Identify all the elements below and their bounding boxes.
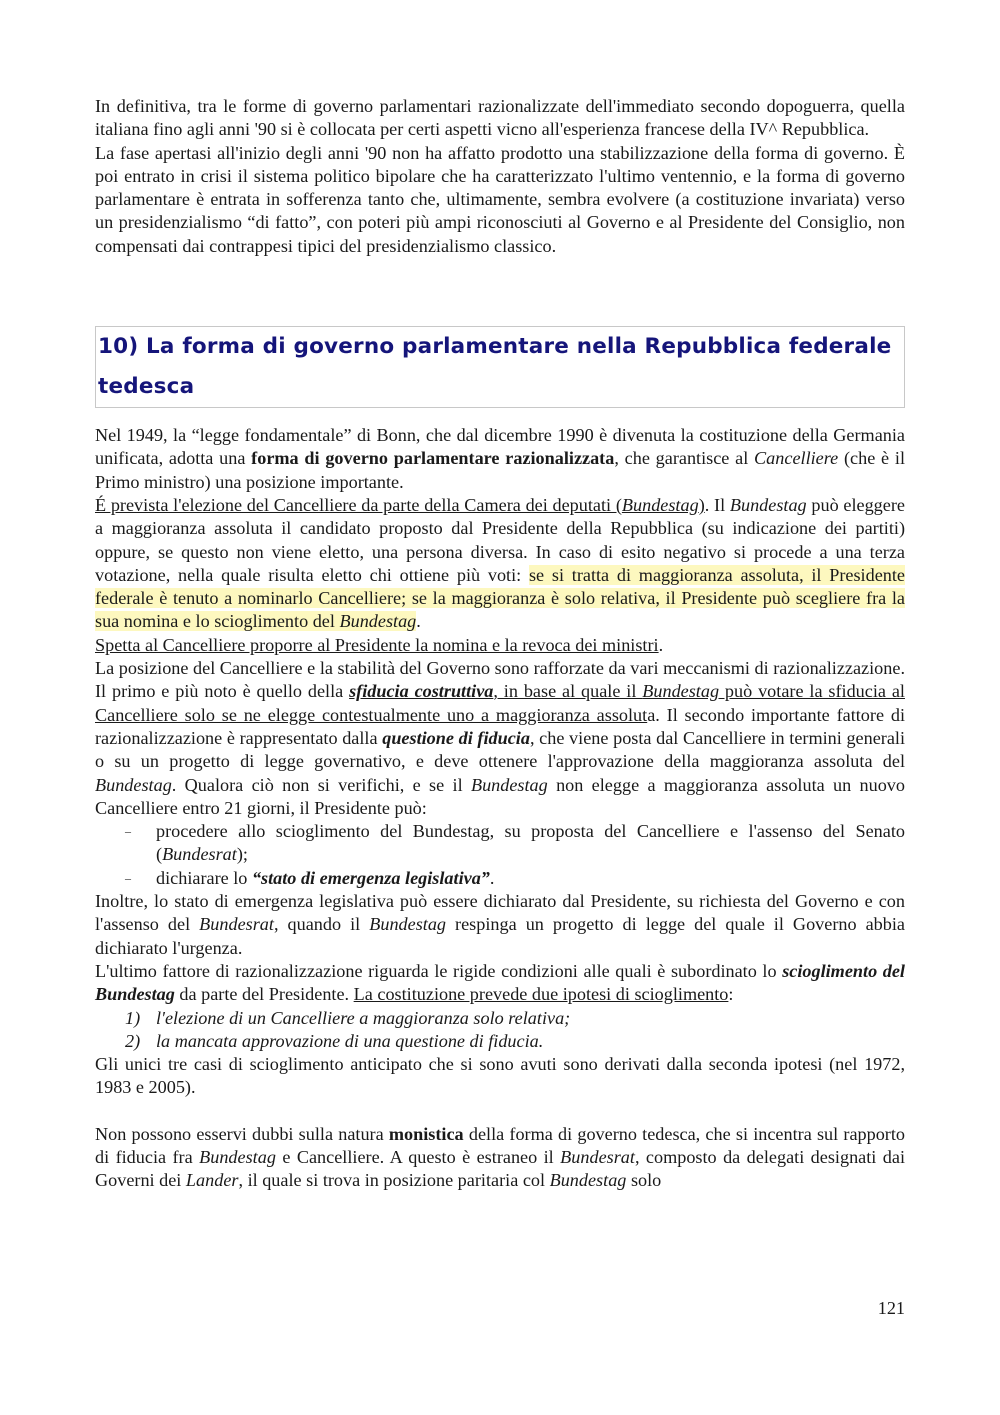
- dash-bullet-icon: –: [125, 824, 131, 839]
- numbered-list: [95, 1007, 905, 1054]
- body-paragraph-4: La posizione del Cancelliere e la stabilità del Governo sono rafforzate da vari meccanismi di razionalizzazione. Il primo e più noto è quello della sfiducia costruttiva, in base al quale il Bundestag può votare la sfiducia al Cancelliere solo se ne elegge contestualmente uno a maggioranza assoluta. Il secondo importante fattore di razionalizzazione è rappresentato dalla questione di fiducia, che viene posta dal Cancelliere in termini generali o su un progetto di legge governativo, e deve ottenere l'approvazione della maggioranza assoluta del Bundestag. Qualora ciò non si verifichi, e se il Bundestag non elegge a maggioranza assoluta un nuovo Cancelliere entro 21 giorni, il Presidente può:: [95, 658, 906, 818]
- body-paragraph-8: Non possono esservi dubbi sulla natura monistica della forma di governo tedesca, che si incentra sul rapporto di fiducia fra Bundestag e Cancelliere. A questo è estraneo il Bundesrat, composto da delegati designati dai Governi dei Lander, il quale si trova in posizione paritaria col Bundestag solo: [95, 1123, 906, 1191]
- intro-paragraph-2: La fase apertasi all'inizio degli anni '90 non ha affatto prodotto una stabilizzazione della forma di governo. È poi entrato in crisi il sistema politico bipolare che ha caratterizzato l'ultimo ventennio, e la forma di governo parlamentare è entrata in sofferenza tanto che, ultimamente, sembra evolvere (a costituzione invariata) verso un presidenzialismo “di fatto”, con poteri più ampi riconosciuti al Governo e al Presidente del Consiglio, non compensati dai contrappesi tipici del presidenzialismo classico.: [95, 142, 905, 256]
- body-paragraph-7: Gli unici tre casi di scioglimento anticipato che si sono avuti sono derivati dalla seconda ipotesi (nel 1972, 1983 e 2005).: [95, 1054, 905, 1098]
- section-heading-box: [95, 326, 905, 408]
- list-item: 2) la mancata approvazione di una questione di fiducia.: [125, 1030, 544, 1051]
- section-body: [95, 424, 905, 1193]
- document-page: [95, 95, 905, 1193]
- body-paragraph-6: L'ultimo fattore di razionalizzazione riguarda le rigide condizioni alle quali è subordinato lo scioglimento del Bundestag da parte del Presidente. La costituzione prevede due ipotesi di scioglimento:: [95, 960, 905, 1005]
- intro-paragraph-1: In definitiva, tra le forme di governo parlamentari razionalizzate dell'immediato secondo dopoguerra, quella italiana fino agli anni '90 si è collocata per certi aspetti vicno all'esperienza francese della IV^ Repubblica.: [95, 96, 905, 140]
- body-paragraph-5: Inoltre, lo stato di emergenza legislativa può essere dichiarato dal Presidente, su richiesta del Governo e con l'assenso del Bundesrat, quando il Bundestag respinga un progetto di legge del quale il Governo abbia dichiarato l'urgenza.: [95, 891, 905, 958]
- list-item: – dichiarare lo “stato di emergenza legislativa”.: [95, 867, 905, 890]
- body-paragraph-1: Nel 1949, la “legge fondamentale” di Bonn, che dal dicembre 1990 è divenuta la costituzione della Germania unificata, adotta una forma di governo parlamentare razionalizzata, che garantisce al Cancelliere (che è il Primo ministro) una posizione importante.: [95, 425, 905, 492]
- list-item: – procedere allo scioglimento del Bundestag, su proposta del Cancelliere e l'assenso del Senato (Bundesrat);: [125, 821, 905, 865]
- body-paragraph-2: É prevista l'elezione del Cancelliere da parte della Camera dei deputati (Bundestag). Il Bundestag può eleggere a maggioranza assoluta il candidato proposto dal Presidente della Repubblica (su indicazione dei partiti) oppure, se questo non viene eletto, una persona diversa. In caso di esito negativo si procede a una terza votazione, nella quale risulta eletto chi ottiene più voti: se si tratta di maggioranza assoluta, il Presidente federale è tenuto a nominarlo Cancelliere; se la maggioranza è solo relativa, il Presidente può scegliere fra la sua nomina e lo scioglimento del Bundestag.: [95, 494, 905, 632]
- list-item: 1) l'elezione di un Cancelliere a maggioranza solo relativa;: [125, 1007, 571, 1028]
- body-paragraph-3: Spetta al Cancelliere proporre al Presidente la nomina e la revoca dei ministri.: [95, 634, 664, 655]
- page-number: 121: [877, 1298, 905, 1318]
- section-heading: 10) La forma di governo parlamentare nella Repubblica federale tedesca: [98, 334, 892, 400]
- dash-bullet-icon: –: [125, 870, 131, 885]
- bullet-list: [95, 820, 905, 890]
- highlighted-text: se si tratta di maggioranza assoluta, il Presidente federale è tenuto a nominarlo Cancelliere; se la maggioranza è solo relativa, il Presidente può scegliere fra la sua nomina e lo scioglimento del Bundestag: [95, 564, 905, 632]
